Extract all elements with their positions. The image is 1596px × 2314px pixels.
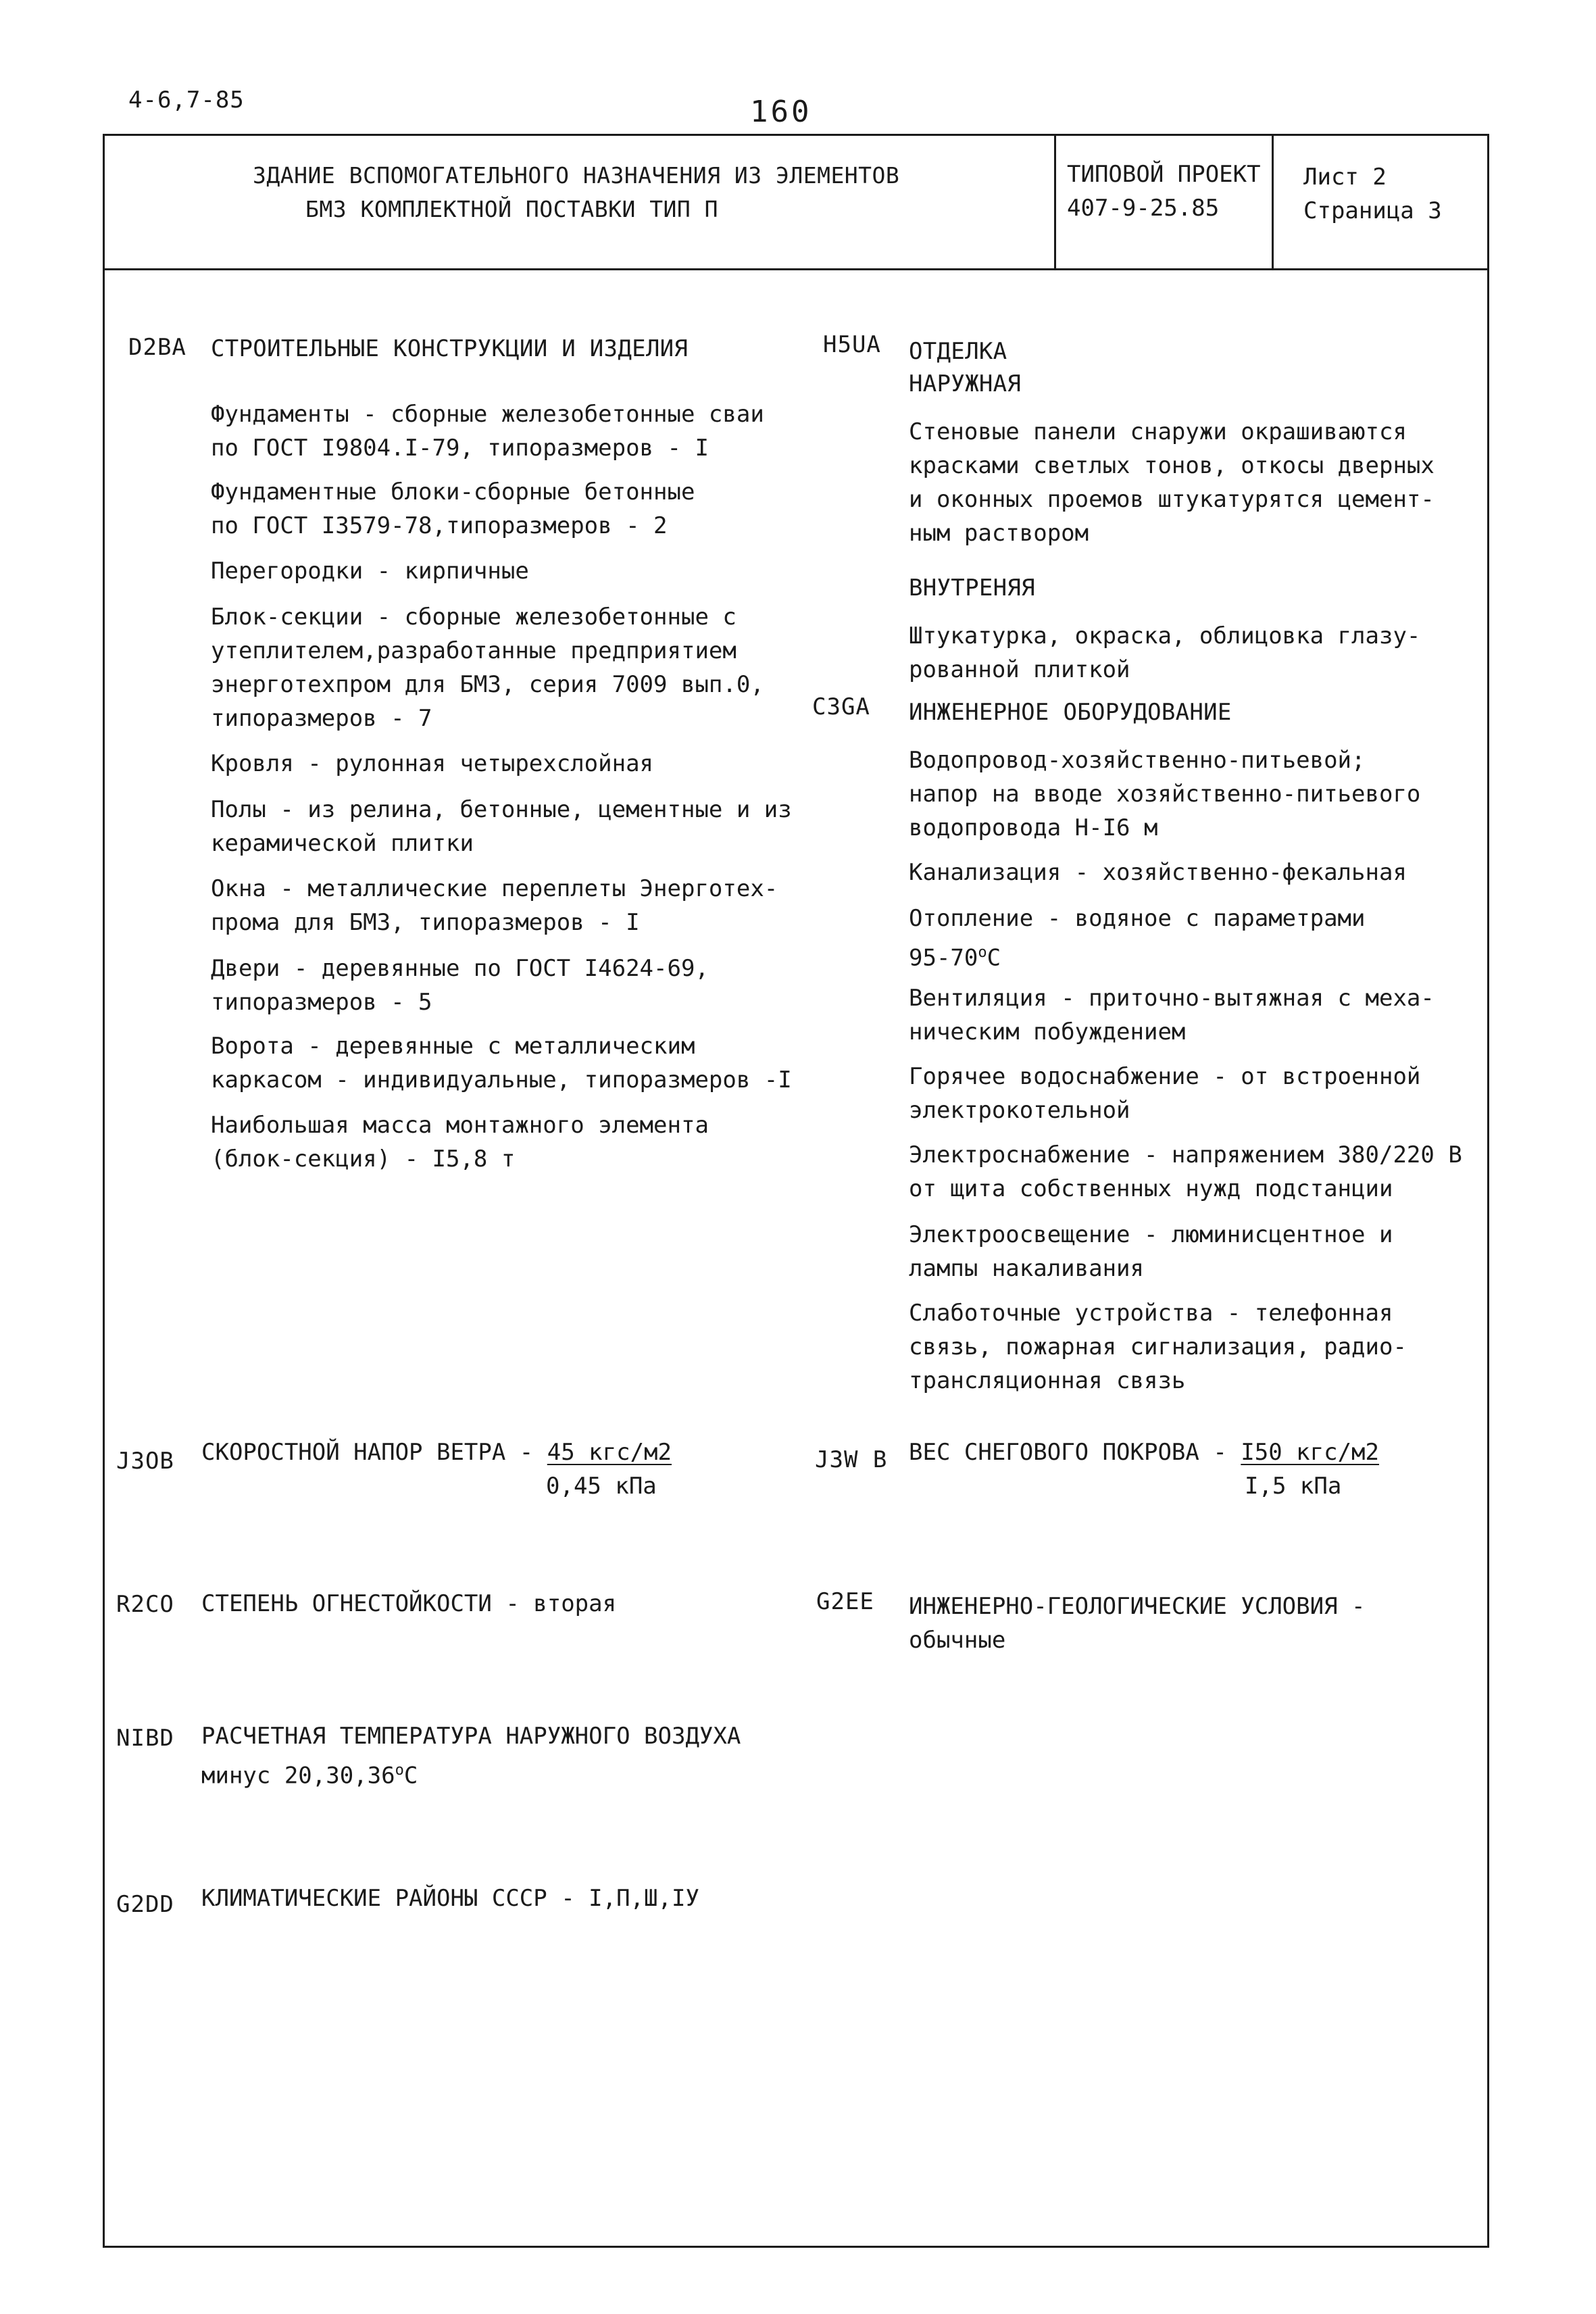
construction-line: типоразмеров - 5 bbox=[211, 989, 432, 1016]
geo-conditions: ИНЖЕНЕРНО-ГЕОЛОГИЧЕСКИЕ УСЛОВИЯ - bbox=[909, 1593, 1366, 1620]
engineering-line: трансляционная связь bbox=[909, 1367, 1186, 1394]
outdoor-temperature: РАСЧЕТНАЯ ТЕМПЕРАТУРА НАРУЖНОГО ВОЗДУХА bbox=[201, 1723, 741, 1750]
temp-values: минус 20,30,36 bbox=[201, 1762, 395, 1790]
celsius-unit: С bbox=[987, 944, 1001, 972]
subheading-inner: ВНУТРЕНЯЯ bbox=[909, 574, 1035, 601]
construction-line: каркасом - индивидуальные, типоразмеров -I bbox=[211, 1066, 792, 1093]
section-code-geo: G2EE bbox=[816, 1588, 874, 1615]
section-code-finishing: H5UA bbox=[823, 331, 881, 358]
engineering-line: Отопление - водяное с параметрами bbox=[909, 905, 1366, 932]
engineering-line: связь, пожарная сигнализация, радио- bbox=[909, 1333, 1407, 1360]
construction-line: Блок-секции - сборные железобетонные с bbox=[211, 604, 737, 631]
snow-label: ВЕС СНЕГОВОГО ПОКРОВА - bbox=[909, 1439, 1241, 1466]
engineering-line: напор на вводе хозяйственно-питьевого bbox=[909, 781, 1421, 808]
title-line-1: ЗДАНИЕ ВСПОМОГАТЕЛЬНОГО НАЗНАЧЕНИЯ ИЗ ЭЛЕМЕНТОВ bbox=[253, 162, 900, 189]
section-code-snow: J3W B bbox=[815, 1446, 888, 1473]
finishing-outer-line: и оконных проемов штукатурятся цемент- bbox=[909, 486, 1435, 513]
section-code-climate: G2DD bbox=[116, 1891, 174, 1918]
wind-load bbox=[201, 1437, 672, 1469]
heating-temp: 95-70 bbox=[909, 944, 978, 972]
sheet-label: Лист 2 bbox=[1303, 164, 1387, 191]
engineering-line: Электроснабжение - напряжением 380/220 В bbox=[909, 1141, 1462, 1168]
construction-line: керамической плитки bbox=[211, 830, 474, 857]
engineering-line: Канализация - хозяйственно-фекальная bbox=[909, 859, 1407, 886]
climate-regions: КЛИМАТИЧЕСКИЕ РАЙОНЫ СССР - I,П,Ш,IУ bbox=[201, 1885, 699, 1912]
construction-line: по ГОСТ I3579-78,типоразмеров - 2 bbox=[211, 512, 668, 539]
finishing-outer-line: ным раствором bbox=[909, 520, 1089, 547]
celsius-unit: С bbox=[403, 1762, 418, 1790]
construction-line: Двери - деревянные по ГОСТ I4624-69, bbox=[211, 955, 709, 982]
heading-engineering: ИНЖЕНЕРНОЕ ОБОРУДОВАНИЕ bbox=[909, 699, 1232, 726]
construction-line: по ГОСТ I9804.I-79, типоразмеров - I bbox=[211, 435, 709, 462]
engineering-line: Вентиляция - приточно-вытяжная с меха- bbox=[909, 985, 1435, 1012]
heading-construction: СТРОИТЕЛЬНЫЕ КОНСТРУКЦИИ И ИЗДЕЛИЯ bbox=[211, 335, 689, 362]
project-number: 407-9-25.85 bbox=[1067, 195, 1220, 222]
construction-line: прома для БМЗ, типоразмеров - I bbox=[211, 909, 640, 936]
construction-line: Кровля - рулонная четырехслойная bbox=[211, 750, 654, 777]
section-code-engineering: C3GA bbox=[812, 693, 870, 720]
outdoor-temperature-value bbox=[201, 1754, 418, 1792]
construction-line: энерготехпром для БМЗ, серия 7009 вып.0, bbox=[211, 671, 764, 698]
engineering-line: Слаботочные устройства - телефонная bbox=[909, 1300, 1393, 1327]
construction-line: Ворота - деревянные с металлическим bbox=[211, 1033, 695, 1060]
section-code-construction: D2BA bbox=[128, 334, 186, 361]
project-label: ТИПОВОЙ ПРОЕКТ bbox=[1067, 161, 1261, 188]
construction-line: Наибольшая масса монтажного элемента bbox=[211, 1112, 709, 1139]
finishing-inner-line: рованной плиткой bbox=[909, 656, 1130, 683]
construction-line: Фундаментные блоки-сборные бетонные bbox=[211, 478, 695, 506]
construction-line: (блок-секция) - I5,8 т bbox=[211, 1146, 516, 1173]
title-cell bbox=[103, 134, 1054, 268]
snow-value-kpa: I,5 кПа bbox=[1245, 1473, 1342, 1500]
heading-finishing: ОТДЕЛКА bbox=[909, 338, 1007, 365]
finishing-inner-line: Штукатурка, окраска, облицовка глазу- bbox=[909, 622, 1421, 649]
page-number: 160 bbox=[750, 95, 812, 129]
engineering-line: Электроосвещение - люминисцентное и bbox=[909, 1221, 1393, 1248]
snow-value-kgs: I50 кгс/м2 bbox=[1241, 1439, 1379, 1466]
geo-conditions-value: обычные bbox=[909, 1627, 1006, 1654]
construction-line: Перегородки - кирпичные bbox=[211, 558, 529, 585]
document-code: 4-6,7-85 bbox=[128, 87, 245, 114]
construction-line: Полы - из релина, бетонные, цементные и из bbox=[211, 796, 792, 823]
project-cell bbox=[1054, 134, 1272, 268]
degree-sign: o bbox=[395, 1762, 404, 1779]
engineering-line bbox=[909, 937, 1001, 974]
construction-line: Фундаменты - сборные железобетонные сваи bbox=[211, 401, 764, 428]
page-label: Страница 3 bbox=[1303, 197, 1442, 224]
engineering-line: лампы накаливания bbox=[909, 1255, 1144, 1282]
title-line-2: БМЗ КОМПЛЕКТНОЙ ПОСТАВКИ ТИП П bbox=[305, 196, 719, 222]
wind-label: СКОРОСТНОЙ НАПОР ВЕТРА - bbox=[201, 1439, 547, 1466]
construction-line: типоразмеров - 7 bbox=[211, 705, 432, 732]
construction-line: утеплителем,разработанные предприятием bbox=[211, 637, 737, 664]
wind-value-kpa: 0,45 кПа bbox=[546, 1473, 657, 1500]
engineering-line: Водопровод-хозяйственно-питьевой; bbox=[909, 747, 1366, 774]
engineering-line: ническим побуждением bbox=[909, 1018, 1186, 1045]
subheading-outer: НАРУЖНАЯ bbox=[909, 370, 1022, 397]
section-code-fire: R2CO bbox=[116, 1591, 174, 1618]
engineering-line: электрокотельной bbox=[909, 1097, 1130, 1124]
engineering-line: Горячее водоснабжение - от встроенной bbox=[909, 1063, 1421, 1090]
finishing-outer-line: Стеновые панели снаружи окрашиваются bbox=[909, 418, 1407, 445]
engineering-line: от щита собственных нужд подстанции bbox=[909, 1175, 1393, 1202]
engineering-line: водопровода Н-I6 м bbox=[909, 814, 1158, 841]
snow-load bbox=[909, 1437, 1379, 1469]
fire-resistance: СТЕПЕНЬ ОГНЕСТОЙКОСТИ - вторая bbox=[201, 1590, 617, 1617]
sheet-cell bbox=[1272, 134, 1487, 268]
title-block bbox=[103, 134, 1489, 270]
degree-sign: o bbox=[978, 944, 987, 961]
construction-line: Окна - металлические переплеты Энерготех- bbox=[211, 875, 778, 902]
finishing-outer-line: красками светлых тонов, откосы дверных bbox=[909, 452, 1435, 479]
wind-value-kgs: 45 кгс/м2 bbox=[547, 1439, 672, 1466]
section-code-temperature: NIBD bbox=[116, 1725, 174, 1752]
section-code-wind: J3OB bbox=[116, 1448, 174, 1475]
